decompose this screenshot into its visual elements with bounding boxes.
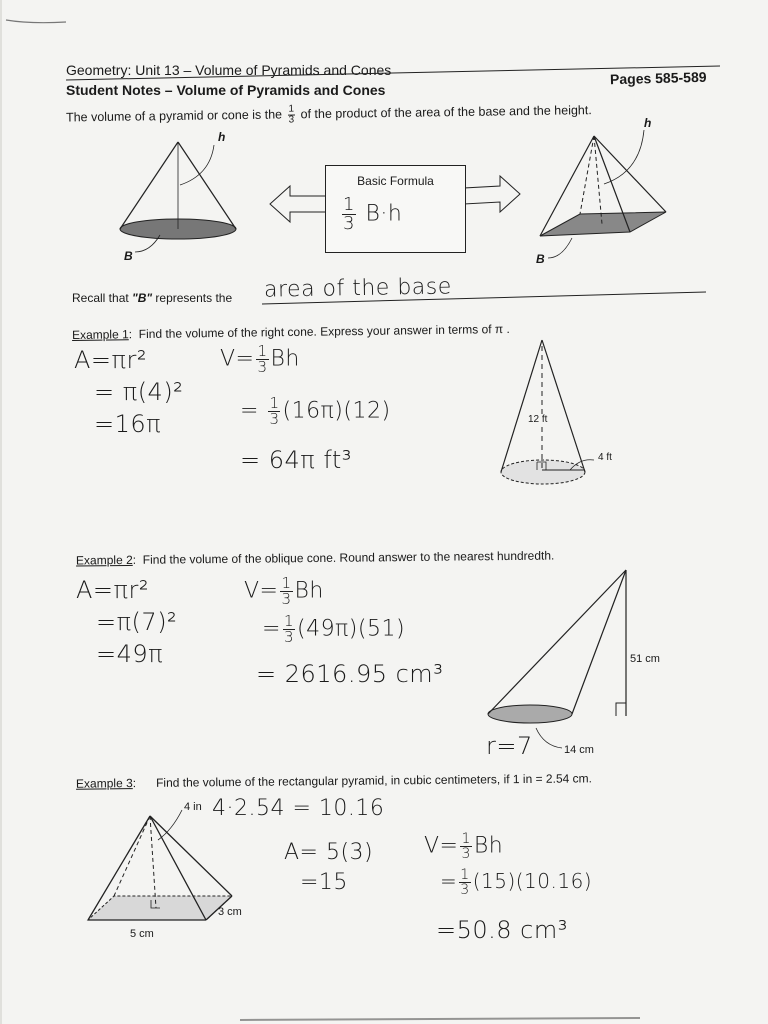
example3-conversion: 4·2.54 = 10.16 <box>212 796 385 821</box>
example1-prompt-line: Example 1: Find the volume of the right cone. Express your answer in terms of π . <box>71 321 510 343</box>
example3-label: Example 3 <box>75 776 133 791</box>
example2-area-line-2: =π(7)² <box>96 608 178 636</box>
example3-vol-den: 3 <box>461 846 471 862</box>
example3-length-label: 5 cm <box>130 928 154 940</box>
example1-area-line-1: A=πr² <box>74 346 147 374</box>
example1-radius-label: 4 ft <box>598 452 612 463</box>
example2-vol-prefix: V= <box>244 578 279 604</box>
pyramid-h-label: h <box>644 116 652 130</box>
recall-answer: area of the base <box>263 274 453 303</box>
example2-step-den: 3 <box>283 628 294 646</box>
notes-title: Student Notes – Volume of Pyramids and Cones <box>66 82 386 98</box>
formula-frac-num: 1 <box>343 194 355 215</box>
example2-prompt: Find the volume of the oblique cone. Round answer to the nearest hundredth. <box>142 548 555 567</box>
example3-prompt: Find the volume of the rectangular pyramid, in cubic centimeters, if 1 in = 2.54 cm. <box>155 771 592 790</box>
example3-vol-expr: Bh <box>473 833 504 859</box>
intro-text-before: The volume of a pyramid or cone is the <box>65 107 283 125</box>
example2-label: Example 2 <box>75 552 133 568</box>
recall-text-before: Recall that <box>72 291 133 305</box>
example2-vol-den: 3 <box>281 590 292 608</box>
example3-vol-num: 1 <box>461 831 471 847</box>
example2-area-line-1: A=πr² <box>76 576 149 604</box>
example2-prompt-line: Example 2: Find the volume of the oblique cone. Round answer to the nearest hundredth. <box>75 548 555 568</box>
example3-step-prefix: = <box>440 869 458 893</box>
example1-step-den: 3 <box>269 410 280 428</box>
example1-height-label: 12 ft <box>528 414 548 425</box>
example1-area-line-2: = π(4)² <box>94 378 184 406</box>
example3-area-line-1: A= 5(3) <box>284 840 374 865</box>
formula-frac-den: 3 <box>343 213 355 234</box>
example1-step-prefix: = <box>240 398 259 424</box>
example3-step-expr: (15)(10.16) <box>472 869 593 893</box>
example1-prompt: Find the volume of the right cone. Express your answer in terms of π . <box>138 321 510 342</box>
example2-vol-expr: Bh <box>294 578 324 604</box>
example1-vol-num: 1 <box>257 342 268 360</box>
example1-label: Example 1 <box>71 327 129 343</box>
example3-vol-prefix: V= <box>424 833 459 859</box>
example3-step-den: 3 <box>460 882 470 898</box>
example2-diameter-label: 14 cm <box>564 744 594 756</box>
example1-step-num: 1 <box>269 394 280 412</box>
example1-step-expr: (16π)(12) <box>282 398 391 424</box>
cone-b-label: B <box>124 249 133 263</box>
intro-frac-den: 3 <box>288 114 295 126</box>
example3-prompt-line: Example 3: Find the volume of the rectangular pyramid, in cubic centimeters, if 1 in = 2.54 cm. <box>75 771 592 791</box>
example1-result: = 64π ft³ <box>240 446 352 474</box>
formula-box-title: Basic Formula <box>357 174 434 188</box>
example3-step-num: 1 <box>460 867 470 883</box>
example1-vol-prefix: V= <box>220 346 255 372</box>
example2-result: = 2616.95 cm³ <box>256 660 444 688</box>
example2-radius-note: r=7 <box>486 732 533 760</box>
example2-height-label: 51 cm <box>630 653 660 665</box>
example1-vol-expr: Bh <box>270 346 300 372</box>
example2-area-line-3: =49π <box>96 640 164 668</box>
intro-frac-num: 1 <box>288 103 295 115</box>
example2-vol-num: 1 <box>281 574 292 592</box>
recall-text-after: represents the <box>152 291 233 305</box>
recall-b-symbol: "B" <box>132 291 153 305</box>
intro-text-after: of the product of the area of the base and the height. <box>300 103 592 122</box>
example2-step-prefix: = <box>262 616 281 642</box>
page-range: Pages 585-589 <box>609 68 707 88</box>
example2-step-expr: (49π)(51) <box>296 616 406 642</box>
example3-height-label: 4 in <box>184 801 202 813</box>
cone-h-label: h <box>218 130 226 144</box>
course-title: Geometry: Unit 13 – Volume of Pyramids and Cones <box>66 62 392 78</box>
formula-expr: B·h <box>365 201 403 227</box>
example2-step-num: 1 <box>283 612 294 630</box>
example3-result: =50.8 cm³ <box>436 916 568 944</box>
example3-width-label: 3 cm <box>218 906 242 918</box>
example1-area-line-3: =16π <box>94 410 162 438</box>
example1-vol-den: 3 <box>257 358 268 376</box>
example3-area-line-2: =15 <box>300 870 348 895</box>
pyramid-b-label: B <box>536 252 545 266</box>
